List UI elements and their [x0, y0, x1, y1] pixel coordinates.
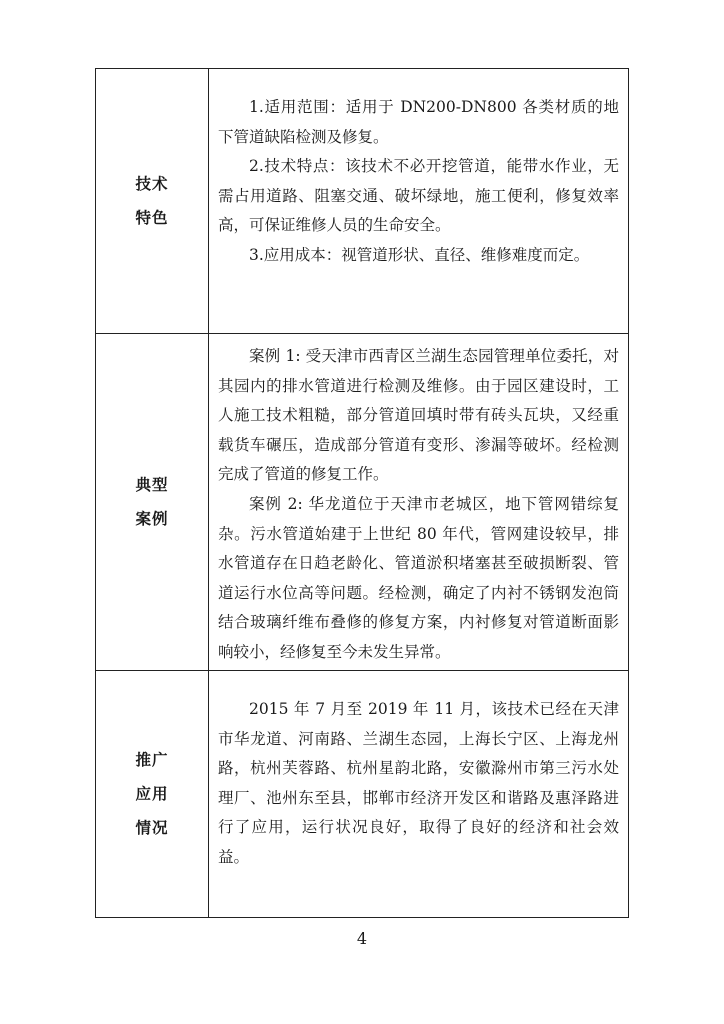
table-row-typical-cases — [96, 334, 629, 671]
row-label-line: 推广 — [135, 751, 169, 769]
paragraph-application: 2015 年 7 月至 2019 年 11 月，该技术已经在天津市华龙道、河南路、兰湖生态园，上海长宁区、上海龙州路，杭州芙蓉路、杭州星韵北路，安徽滁州市第三污水处理厂、池州东至县，邯郸市经济开发区和谐路及惠泽路进行了应用，运行状况良好，取得了良好的经济和社会效益。 — [218, 700, 619, 866]
row-label-line: 技术 — [135, 175, 169, 193]
document-table — [95, 68, 629, 918]
row-label-line: 应用 — [135, 785, 169, 803]
table-row-application — [96, 671, 629, 918]
row-label-line: 特色 — [135, 209, 169, 227]
row-label-line: 典型 — [135, 476, 169, 494]
row-label-line: 情况 — [135, 819, 169, 837]
row-content-cell — [209, 671, 629, 918]
row-content-cell — [209, 334, 629, 671]
row-label-cell — [96, 334, 209, 671]
table-row-technical-features — [96, 69, 629, 334]
paragraph-case-1: 案例 1: 受天津市西青区兰湖生态园管理单位委托，对其园内的排水管道进行检测及维修。由于园区建设时，工人施工技术粗糙，部分管道回填时带有砖头瓦块，又经重载货车碾压，造成部分管道有变形、渗漏等破坏。经检测完成了管道的修复工作。 — [218, 347, 619, 484]
row-label-line: 案例 — [135, 510, 169, 528]
paragraph-case-2: 案例 2: 华龙道位于天津市老城区，地下管网错综复杂。污水管道始建于上世纪 80 年代，管网建设较早，排水管道存在日趋老龄化、管道淤积堵塞甚至破损断裂、管道运行水位高等问题。经检测，确定了内衬不锈钢发泡筒结合玻璃纤维布叠修的修复方案，内衬修复对管道断面影响较小，经修复至今未发生异常。 — [218, 494, 619, 661]
page-number: 4 — [356, 929, 368, 948]
paragraph-scope: 1.适用范围：适用于 DN200-DN800 各类材质的地下管道缺陷检测及修复。 — [218, 98, 619, 146]
row-label-cell — [96, 69, 209, 334]
paragraph-features: 2.技术特点：该技术不必开挖管道，能带水作业，无需占用道路、阻塞交通、破坏绿地，施工便利，修复效率高，可保证维修人员的生命安全。 — [218, 157, 619, 235]
row-label-cell — [96, 671, 209, 918]
row-content-cell — [209, 69, 629, 334]
paragraph-cost: 3.应用成本：视管道形状、直径、维修难度而定。 — [249, 245, 590, 264]
